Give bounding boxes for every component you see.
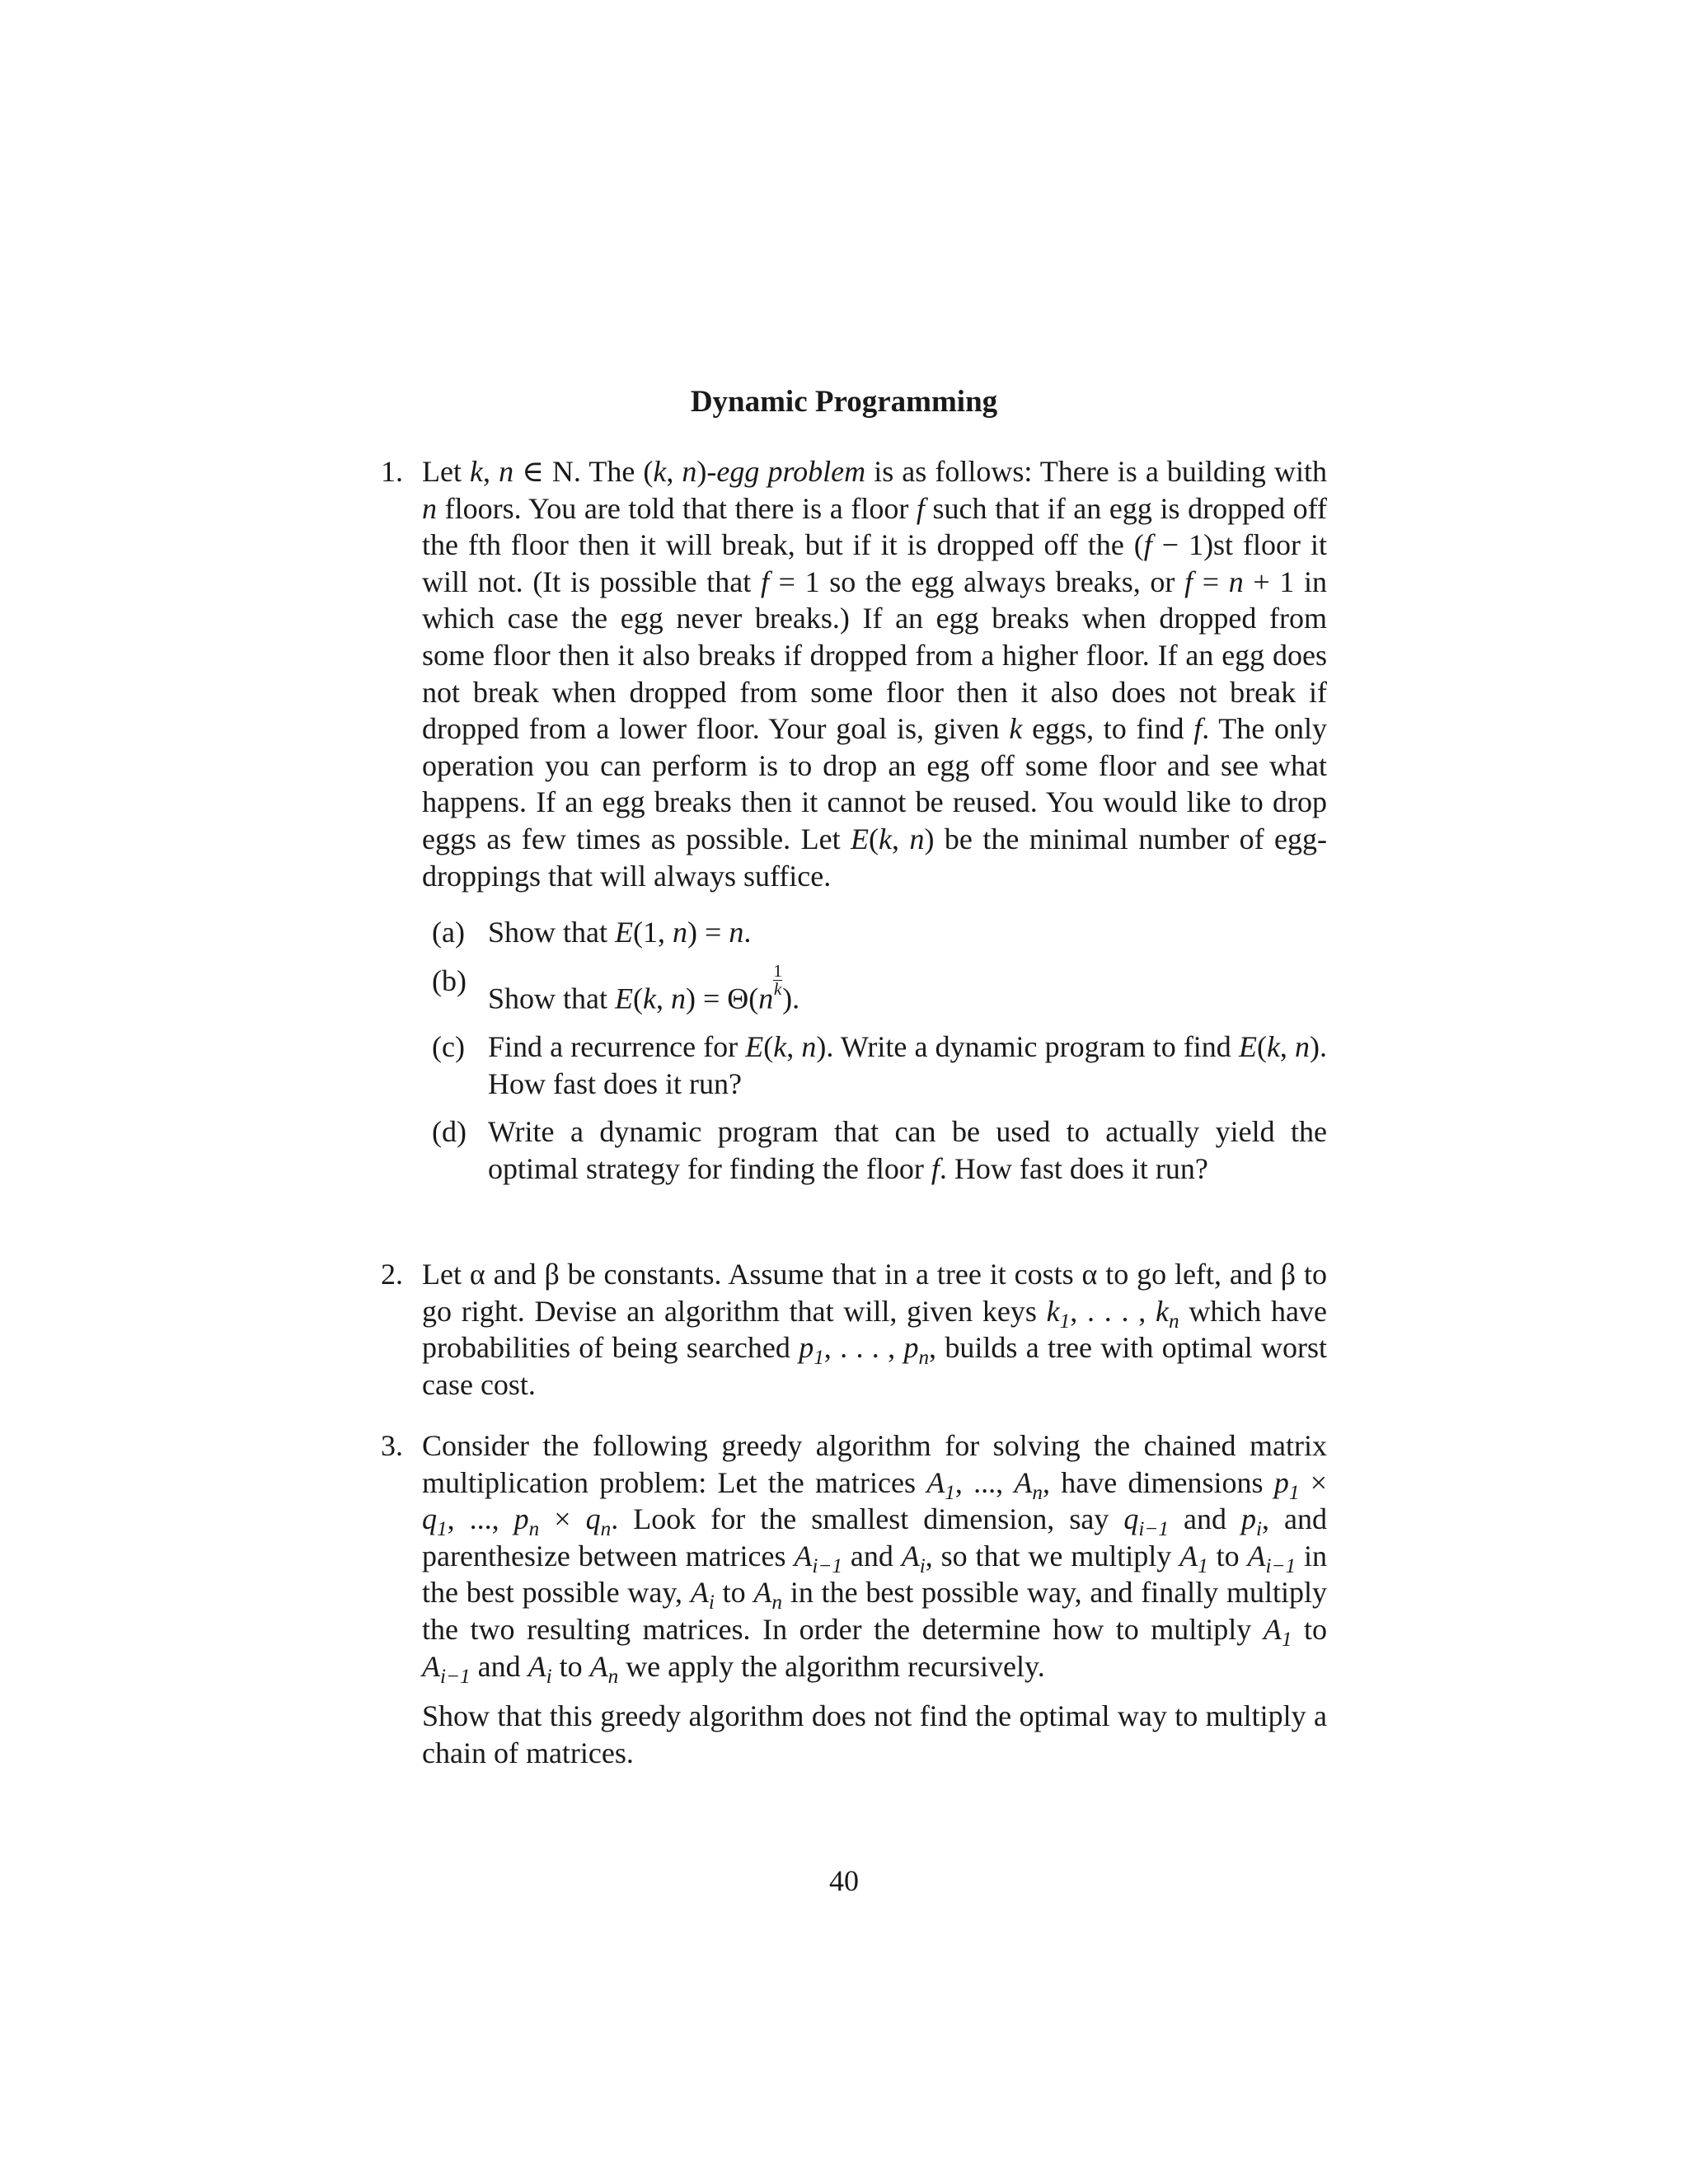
problem-3-text: Consider the following greedy algorithm for solving the chained matrix multiplication problem: Let the matrices $A_1$, ..., $A_n$, have dimensions $p_1 \times q_1$, ..., $p_n \times q_n$. Look for the smallest dimension, say $q_{i-1}$ and $p_i$, and parenthesize between matrices $A_{i-1}$ and $A_i$, so that we multiply $A_1$ to $A_{i-1}$ in the best possible way, $A_i$ to $A_n$ in the best possible way, and finally multiply the two resulting matrices. In order the determine how to multiply $A_1$ to $A_{i-1}$ and $A_i$ to $A_n$ we apply the algorithm recursively. bbox=[422, 1429, 1327, 1688]
problem-2-text: Let α and β be constants. Assume that in a tree it costs α to go left, and β to go right. Devise an algorithm that will, given keys $k_1$, . . . , $k_n$ which have probabilities of being searched $p_1$, . . . , $p_n$, builds a tree with optimal worst case cost. bbox=[422, 1258, 1328, 1401]
problem-1-text: Let k, n ∈ N. The (k, n)-egg problem is as follows: There is a building with n floors. You are told that there is a floor f such that if an egg is dropped off the fth floor then it will break, but if it is dropped off the (f − 1)st floor it will not. (It is possible that f = 1 so the egg always breaks, or f = n + 1 in which case the egg never breaks.) If an egg breaks when dropped from some floor then it also breaks if dropped from a higher floor. If an egg does not break when dropped from some floor then it also does not break if dropped from a lower floor. Your goal is, given k eggs, to find f. The only operation you can perform is to drop an egg off some floor and see what happens. If an egg breaks then it cannot be reused. You would like to drop eggs as few times as possible. Let E(k, n) be the minimal number of egg-droppings that will always suffice. bbox=[422, 455, 1328, 893]
problem-1-part-a bbox=[381, 914, 1327, 951]
problem-2 bbox=[381, 1256, 1327, 1403]
problem-number: 2. bbox=[381, 1258, 403, 1291]
problem-1-part-b bbox=[381, 960, 1327, 1017]
part-text: Show that E(1, n) = n. bbox=[488, 916, 752, 949]
problem-3 bbox=[381, 1427, 1327, 1771]
problem-3-followup: Show that this greedy algorithm does not find the optimal way to multiply a chain of matrices. bbox=[422, 1699, 1327, 1769]
problem-number: 1. bbox=[381, 455, 403, 488]
problem-1-part-d bbox=[381, 1113, 1327, 1187]
problem-number: 3. bbox=[381, 1429, 403, 1462]
part-label: (a) bbox=[432, 916, 465, 949]
part-label: (d) bbox=[432, 1115, 467, 1149]
part-label: (c) bbox=[432, 1029, 465, 1063]
problem-1 bbox=[381, 453, 1327, 1187]
page-number: 40 bbox=[829, 1864, 859, 1897]
part-text: Write a dynamic program that can be used to actually yield the optimal strategy for finding the floor f. How fast does it run? bbox=[488, 1115, 1327, 1185]
part-label: (b) bbox=[432, 963, 467, 997]
problem-1-part-c bbox=[381, 1029, 1327, 1102]
part-text: Find a recurrence for E(k, n). Write a dynamic program to find E(k, n). How fast does it run? bbox=[488, 1029, 1328, 1100]
page-title: Dynamic Programming bbox=[690, 385, 998, 419]
part-text: Show that E(k, n) = Θ(n $\frac{1}{k}$ ). bbox=[488, 960, 800, 1015]
